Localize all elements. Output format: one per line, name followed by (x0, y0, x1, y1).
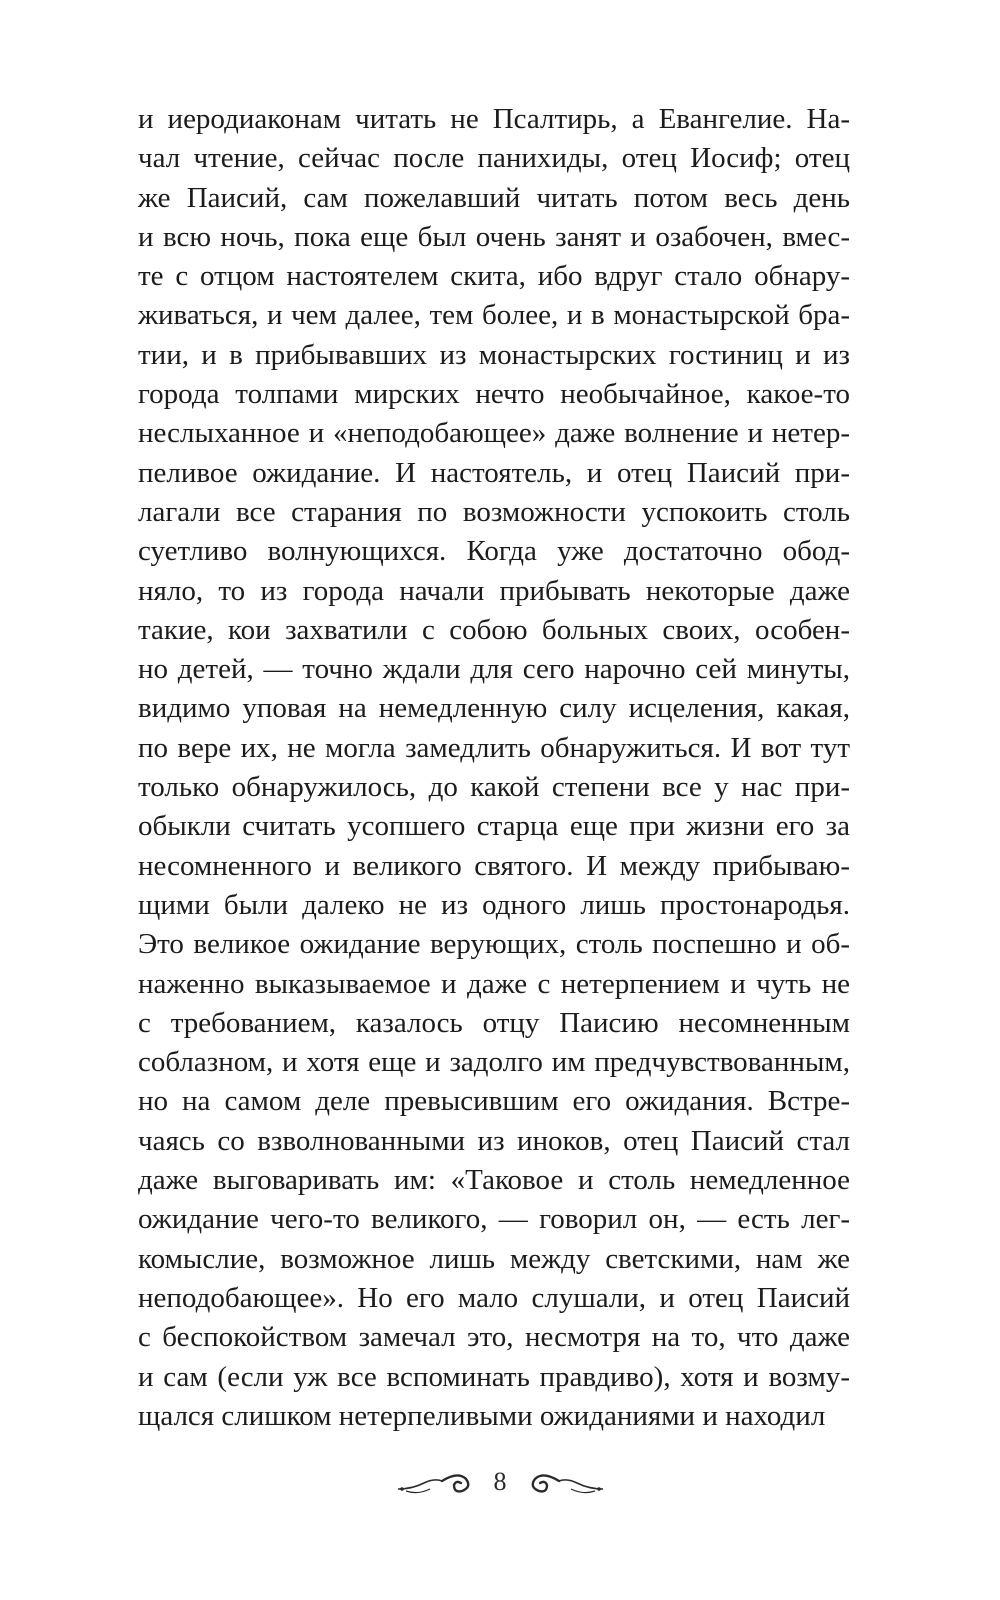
text-line: же Паисий, сам пожелавший читать потом весь день (138, 181, 850, 214)
text-line: живаться, и чем далее, тем более, и в монастырской бра- (138, 299, 850, 332)
text-line: но на самом деле превысившим его ожидания. Встре- (138, 1085, 850, 1118)
page-footer (0, 1462, 1000, 1502)
text-line: соблазном, и хотя еще и задолго им предчувствованным, (138, 1046, 850, 1079)
text-line: наженно выказываемое и даже с нетерпением и чуть не (138, 967, 850, 1000)
text-line: няло, то из города начали прибывать некоторые даже (138, 574, 850, 607)
text-line: видимо уповая на немедленную силу исцеления, какая, (138, 692, 850, 725)
scroll-flourish-icon (396, 1467, 476, 1497)
text-line: ожидание чего-то великого, — говорил он, — есть лег- (138, 1203, 850, 1236)
text-line: тии, и в прибывавших из монастырских гостиниц и из (138, 338, 850, 371)
scroll-flourish-icon (525, 1467, 605, 1497)
text-line: города толпами мирских нечто необычайное, какое-то (138, 378, 850, 411)
text-line: но детей, — точно ждали для сего нарочно сей минуты, (138, 653, 850, 686)
text-line: неслыханное и «неподобающее» даже волнение и нетер- (138, 417, 850, 450)
text-line: суетливо волнующихся. Когда уже достаточно обод- (138, 535, 850, 568)
text-line: чал чтение, сейчас после панихиды, отец Иосиф; отец (138, 142, 850, 175)
text-line: обыкли считать усопшего старца еще при жизни его за (138, 810, 850, 843)
text-line: с беспокойством замечал это, несмотря на то, что даже (138, 1321, 850, 1354)
text-line: чаясь со взволнованными из иноков, отец Паисий стал (138, 1124, 850, 1157)
text-line: только обнаружилось, до какой степени все у нас при- (138, 771, 850, 804)
text-line: лагали все старания по возможности успокоить столь (138, 495, 850, 528)
text-line: те с отцом настоятелем скита, ибо вдруг стало обнару- (138, 260, 850, 293)
text-line: даже выговаривать им: «Таковое и столь немедленное (138, 1164, 850, 1197)
text-line: и сам (если уж все вспоминать правдиво), хотя и возму- (138, 1360, 850, 1393)
text-line: неподобающее». Но его мало слушали, и отец Паисий (138, 1281, 850, 1314)
body-text (138, 100, 850, 1436)
text-line: щался слишком нетерпеливыми ожиданиями и находил (138, 1399, 826, 1432)
text-line: с требованием, казалось отцу Паисию несомненным (138, 1006, 850, 1039)
text-line: пеливое ожидание. И настоятель, и отец Паисий при- (138, 456, 850, 489)
text-line: и иеродиаконам читать не Псалтирь, а Евангелие. На- (138, 103, 850, 135)
text-line: и всю ночь, пока еще был очень занят и озабочен, вмес- (138, 220, 850, 253)
text-line: комыслие, возможное лишь между светскими, нам же (138, 1242, 850, 1275)
text-line: такие, кои захватили с собою больных своих, особен- (138, 613, 850, 646)
text-line: по вере их, не могла замедлить обнаружиться. И вот тут (138, 731, 850, 764)
text-line: Это великое ожидание верующих, столь поспешно и об- (138, 928, 850, 961)
text-line: щими были далеко не из одного лишь простонародья. (138, 888, 850, 921)
page-number: 8 (493, 1467, 507, 1496)
text-line: несомненного и великого святого. И между прибываю- (138, 849, 850, 882)
